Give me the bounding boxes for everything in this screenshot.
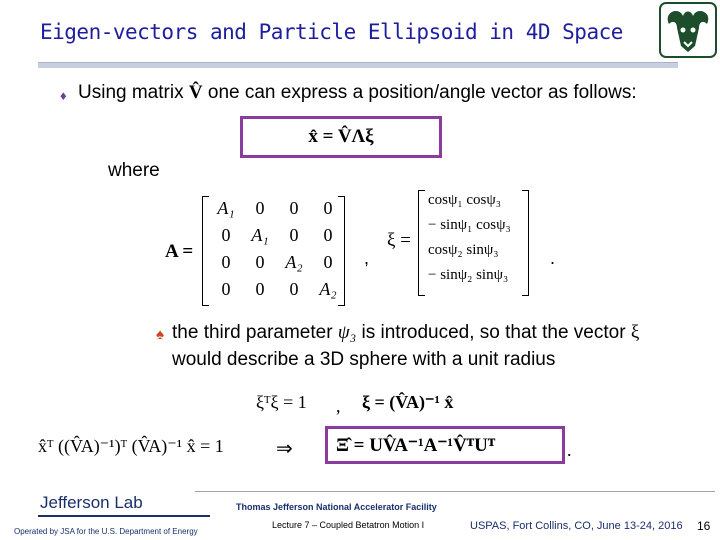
equation-comma: , [336, 396, 341, 416]
ram-head-logo-icon [659, 2, 717, 58]
bullet2-line1 [172, 322, 639, 344]
matrix-a [200, 196, 350, 306]
matrix-cell: 0 [221, 252, 231, 272]
operated-by-text: Operated by JSA for the U.S. Department of Energy [14, 527, 198, 536]
matrix-cell: 0 [221, 279, 231, 299]
xi-definition-equation: ξ = (V̂A)⁻¹ x̂ [362, 392, 454, 412]
matrix-cell: 0 [221, 225, 231, 245]
matrix-cell: 0 [323, 252, 333, 272]
lecture-title: Lecture 7 – Coupled Betatron Motion I [272, 520, 425, 530]
matrix-cell: 0 [255, 252, 265, 272]
page-number: 16 [697, 519, 711, 533]
xi-norm-equation: ξᵀξ = 1 [256, 392, 307, 412]
implies-arrow: ⇒ [276, 438, 293, 460]
psi3-symbol: ψ₃ [337, 322, 357, 343]
xi-vector-row: cosψ₁ cosψ₃ [428, 192, 501, 208]
matrix-cell: 0 [255, 198, 265, 218]
v-hat-symbol: V̂ [188, 82, 203, 103]
jefferson-lab-logo: Jefferson Lab [40, 493, 143, 512]
final-equation-period: . [567, 440, 572, 460]
matrix-cell: A₁ [251, 225, 269, 245]
bullet2-suffix: is introduced, so that the vector [361, 322, 626, 343]
matrix-cell: 0 [323, 198, 333, 218]
bullet1-suffix: one can express a position/angle vector as follows: [207, 82, 637, 103]
xi-label: ξ = [387, 230, 411, 251]
ellipsoid-equation: x̂ᵀ ((V̂A)⁻¹)ᵀ (V̂A)⁻¹ x̂ = 1 [38, 436, 224, 456]
xi-period: . [550, 248, 556, 268]
title-divider [38, 62, 678, 68]
matrix-cell: A₂ [319, 279, 337, 299]
facility-name: Thomas Jefferson National Accelerator Facility [236, 502, 437, 512]
where-label: where [108, 160, 160, 181]
matrix-cell: 0 [289, 279, 299, 299]
matrix-comma: , [364, 248, 370, 268]
slide-title: Eigen-vectors and Particle Ellipsoid in 4D Space [40, 20, 623, 44]
bullet1-text [78, 82, 637, 104]
diamond-bullet-icon: ♦ [60, 88, 67, 103]
matrix-cell: A₁ [217, 198, 235, 218]
bullet2-prefix: the third parameter [172, 322, 333, 343]
bullet2-line2: would describe a 3D sphere with a unit radius [172, 349, 556, 370]
xi-vector-row: cosψ₂ sinψ₃ [428, 242, 499, 258]
matrix-cell: A₂ [285, 252, 303, 272]
bullet1-prefix: Using matrix [78, 82, 184, 103]
matrix-cell: 0 [255, 279, 265, 299]
matrix-cell: 0 [289, 198, 299, 218]
matrix-label: A = [165, 241, 194, 262]
jlab-logo-underline [38, 515, 210, 517]
equation1: x̂ = V̂Λξ [308, 126, 374, 147]
footer-divider [195, 491, 715, 492]
spade-bullet-icon: ♠ [156, 326, 164, 343]
xi-right-bracket [522, 190, 529, 296]
xi-left-bracket [418, 190, 425, 296]
xi-vector-row: − sinψ₂ sinψ₃ [428, 267, 509, 283]
matrix-cell: 0 [289, 225, 299, 245]
venue-text: USPAS, Fort Collins, CO, June 13-24, 2016 [470, 520, 683, 532]
matrix-cell: 0 [323, 225, 333, 245]
xi-vector-row: − sinψ₁ cosψ₃ [428, 217, 511, 233]
xi-symbol: ξ [630, 322, 640, 343]
final-equation: Ξ̂ = UV̂A⁻¹A⁻¹V̂ᵀUᵀ [336, 435, 496, 456]
